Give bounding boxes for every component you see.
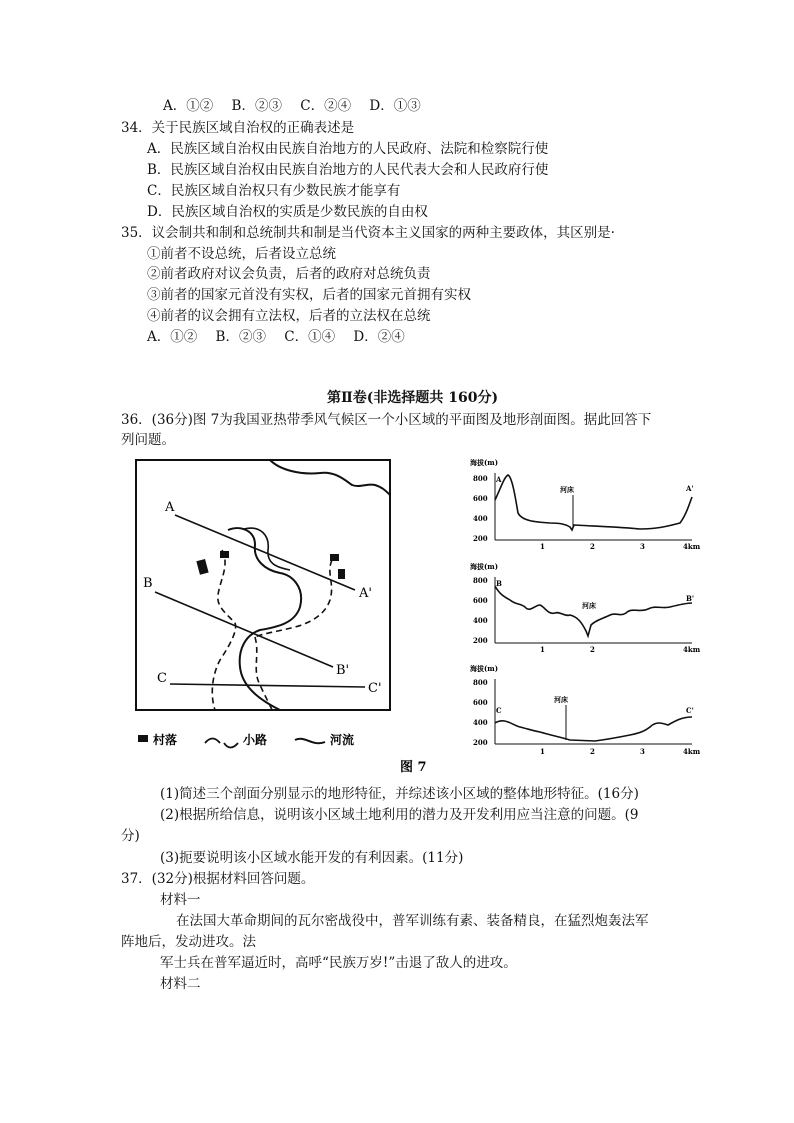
profile-b (470, 562, 701, 654)
profile-a-xtick-3: 3 (640, 542, 645, 551)
q34-option-d: D．民族区域自治权的实质是少数民族的自由权 (147, 204, 428, 220)
village-4 (338, 569, 345, 579)
river-main (228, 528, 301, 710)
q33-option-b: B．②③ (231, 98, 282, 114)
profile-b-riverbed: 河床 (582, 601, 596, 610)
profile-c-riverbed: 河床 (554, 695, 568, 704)
map-label-a-prime: A' (359, 586, 372, 601)
q36-stem-line1: 36．(36分)图 7为我国亚热带季风气候区一个小区域的平面图及地形剖面图。据此回答下 (121, 412, 652, 428)
q37-material1-line1: 在法国大革命期间的瓦尔密战役中，普军训练有素、装备精良，在猛烈炮轰法军 (176, 913, 649, 929)
profile-b-xtick-2: 2 (590, 645, 595, 654)
profile-b-start: B (496, 579, 502, 588)
village-1 (196, 559, 208, 575)
q35-option-c: C．①④ (284, 329, 336, 345)
legend-path-icon (205, 739, 238, 748)
profile-a-ytick-200: 200 (473, 534, 488, 543)
profile-a-ytick-800: 800 (473, 474, 488, 483)
q37-material2-label: 材料二 (160, 976, 201, 992)
q34-option-a: A．民族区域自治权由民族自治地方的人民政府、法院和检察院行使 (147, 141, 549, 157)
profile-c-xtick-3: 3 (640, 747, 645, 756)
section-2-title: 第Ⅱ卷(非选择题共 160分) (327, 390, 499, 406)
village-3 (330, 554, 339, 561)
legend-path: 小路 (243, 733, 268, 747)
q35-item-2: ②前者政府对议会负责，后者的政府对总统负责 (147, 266, 431, 282)
profile-b-end: B' (686, 594, 695, 603)
q33-option-d: D．①③ (369, 98, 421, 114)
profile-a (470, 458, 701, 551)
profile-c-xtick-4km: 4km (683, 747, 701, 756)
profile-a-end: A' (686, 484, 694, 493)
profile-a-xtick-2: 2 (590, 542, 595, 551)
profile-b-ylabel: 海拔(m) (470, 562, 499, 571)
q36-sub1: (1)简述三个剖面分别显示的地形特征，并综述该小区域的整体地形特征。(16分) (160, 786, 639, 802)
profile-c-ytick-600: 600 (473, 698, 488, 707)
q36-sub3: (3)扼要说明该小区域水能开发的有利因素。(11分) (160, 850, 464, 866)
q36-stem-line2: 列问题。 (121, 432, 175, 448)
q35-option-b: B．②③ (215, 329, 266, 345)
profile-c-curve (495, 717, 692, 741)
q35-option-a: A．①② (147, 329, 198, 345)
river-upper (270, 460, 390, 495)
q36-sub2-line1: (2)根据所给信息，说明该小区域土地利用的潜力及开发利用应当注意的问题。(9 (160, 807, 639, 823)
profile-line-c (170, 684, 365, 687)
q37-material1-line3: 军士兵在普军逼近时，高呼“民族万岁!”击退了敌人的进攻。 (160, 955, 517, 971)
profile-c-ylabel: 海拔(m) (470, 664, 499, 673)
legend-river: 河流 (330, 733, 355, 747)
village-2 (220, 551, 229, 558)
q35-option-d: D．②④ (353, 329, 405, 345)
path-1 (212, 550, 235, 710)
q37-material1-line2: 阵地后，发动进攻。法 (121, 934, 256, 950)
q36-sub2-line2: 分) (121, 828, 140, 844)
map-frame (136, 460, 390, 710)
q35-item-4: ④前者的议会拥有立法权，后者的立法权在总统 (147, 308, 431, 324)
legend-river-icon (295, 739, 325, 743)
profile-b-ytick-400: 400 (473, 616, 488, 625)
profile-b-ytick-600: 600 (473, 596, 488, 605)
path-2 (255, 560, 332, 637)
profile-c-start: C (496, 706, 502, 715)
profile-a-start: A (496, 475, 502, 484)
map-label-b: B (143, 576, 153, 591)
figure-caption: 图 7 (400, 760, 427, 775)
legend-village: 村落 (153, 733, 178, 747)
path-3 (255, 637, 272, 710)
profile-b-curve (495, 586, 695, 636)
q34-option-c: C．民族区域自治权只有少数民族才能享有 (147, 183, 401, 199)
profile-c-ytick-200: 200 (473, 738, 488, 747)
profile-a-curve (495, 475, 692, 530)
legend-village-icon (138, 735, 148, 742)
profile-a-xtick-4km: 4km (683, 542, 701, 551)
map-label-c: C (157, 671, 167, 686)
figure-7 (120, 455, 720, 775)
q34-option-b: B．民族区域自治权由民族自治地方的人民代表大会和人民政府行使 (147, 162, 549, 178)
q35-item-1: ①前者不设总统，后者设立总统 (147, 246, 336, 262)
q34-stem: 34．关于民族区域自治权的正确表述是 (121, 120, 355, 136)
profile-b-xtick-1: 1 (540, 645, 545, 654)
map-label-b-prime: B' (336, 663, 350, 678)
profile-line-b (155, 592, 333, 667)
profile-c-end: C' (686, 706, 694, 715)
q33-options (163, 96, 435, 116)
q35-item-3: ③前者的国家元首没有实权，后者的国家元首拥有实权 (147, 287, 471, 303)
profile-c-ytick-800: 800 (473, 678, 488, 687)
q33-option-a: A．①② (163, 98, 214, 114)
q35-stem: 35．议会制共和制和总统制共和制是当代资本主义国家的两种主要政体，其区别是· (121, 225, 615, 241)
profile-a-ytick-600: 600 (473, 494, 488, 503)
profile-b-ytick-200: 200 (473, 636, 488, 645)
profile-b-xtick-4km: 4km (683, 645, 701, 654)
map-label-c-prime: C' (368, 681, 382, 696)
q33-option-c: C．②④ (300, 98, 352, 114)
profile-c (470, 664, 701, 756)
profile-c-xtick-1: 1 (540, 747, 545, 756)
map-label-a: A (165, 500, 175, 515)
profile-a-ytick-400: 400 (473, 514, 488, 523)
profile-b-ytick-800: 800 (473, 576, 488, 585)
q37-material1-label: 材料一 (160, 892, 201, 908)
profile-a-ylabel: 海拔(m) (470, 458, 499, 467)
profile-a-xtick-1: 1 (540, 542, 545, 551)
profile-line-a (175, 515, 355, 590)
profile-a-riverbed: 河床 (560, 485, 574, 494)
profile-c-xtick-2: 2 (590, 747, 595, 756)
q37-stem: 37．(32分)根据材料回答问题。 (121, 871, 315, 887)
q35-options (147, 327, 419, 347)
profile-c-ytick-400: 400 (473, 718, 488, 727)
